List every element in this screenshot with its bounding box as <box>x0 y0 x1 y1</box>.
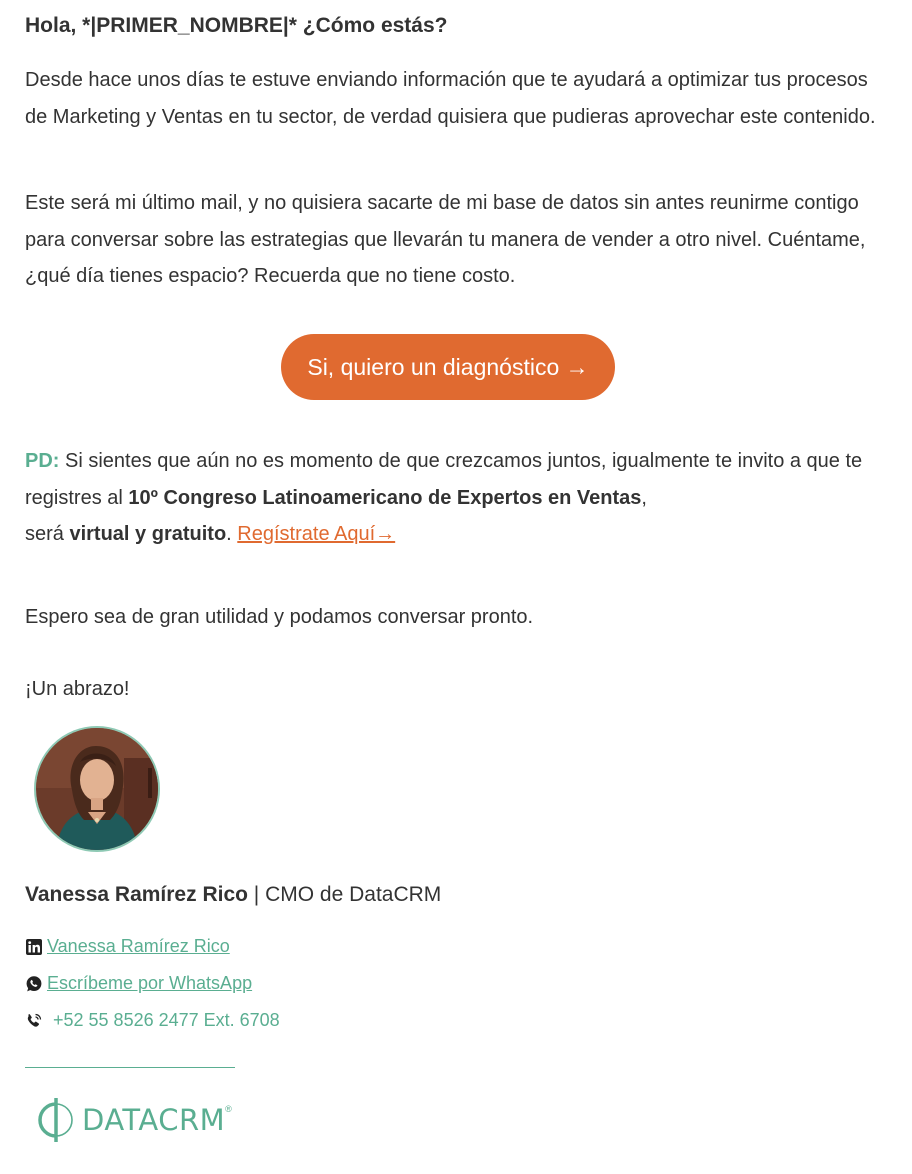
linkedin-contact <box>25 936 230 957</box>
virtual-free-text: virtual y gratuito <box>69 523 227 545</box>
greeting: Hola, *|PRIMER_NOMBRE|* ¿Cómo estás? <box>25 14 448 37</box>
postscript-text-2: será <box>25 523 70 545</box>
closing-text: Espero sea de gran utilidad y podamos conversar pronto. <box>25 606 534 628</box>
phone-icon <box>25 1012 43 1030</box>
congress-name: 10º Congreso Latinoamericano de Expertos en Ventas <box>128 486 642 509</box>
signature-divider <box>25 1067 235 1068</box>
phone-contact <box>25 1010 280 1031</box>
datacrm-logo <box>36 1096 232 1144</box>
diagnostic-cta-button[interactable]: Si, quiero un diagnóstico → <box>281 334 615 400</box>
signature-name: Vanessa Ramírez Rico <box>25 883 248 906</box>
postscript-period: . <box>226 523 238 545</box>
avatar-photo <box>36 728 158 850</box>
postscript <box>25 443 885 553</box>
phone-number: +52 55 8526 2477 Ext. 6708 <box>53 1010 280 1030</box>
signature-line <box>25 883 441 907</box>
signature-role: CMO de DataCRM <box>265 883 442 906</box>
linkedin-link[interactable]: Vanessa Ramírez Rico <box>47 936 230 956</box>
paragraph-intro: Desde hace unos días te estuve enviando información que te ayudará a optimizar tus procesos de Marketing y Ventas en tu sector, de verdad quisiera que pudieras aprovechar este contenido. <box>25 69 876 128</box>
datacrm-logo-text: DATACRM <box>82 1103 226 1137</box>
register-link[interactable]: Regístrate Aquí→ <box>237 523 396 545</box>
whatsapp-contact <box>25 973 252 994</box>
postscript-text: Si sientes que aún no es momento de que crezcamos juntos, igualmente te invito a que te registres al <box>25 450 863 509</box>
linkedin-icon <box>25 938 43 956</box>
postscript-comma: , <box>641 486 647 509</box>
paragraph-last-mail: Este será mi último mail, y no quisiera sacarte de mi base de datos sin antes reunirme contigo para conversar sobre las estrategias que llevarán tu manera de vender a otro nivel. Cuéntame, ¿qué día tienes espacio? Recuerda que no tiene costo. <box>25 192 866 287</box>
postscript-label: PD: <box>25 450 60 472</box>
whatsapp-icon <box>25 975 43 993</box>
whatsapp-link[interactable]: Escríbeme por WhatsApp <box>47 973 253 993</box>
datacrm-logo-mark <box>36 1096 76 1144</box>
sign-off: ¡Un abrazo! <box>25 678 130 700</box>
datacrm-trademark: ® <box>225 1104 232 1114</box>
avatar <box>34 726 160 852</box>
signature-separator: | <box>247 883 266 906</box>
